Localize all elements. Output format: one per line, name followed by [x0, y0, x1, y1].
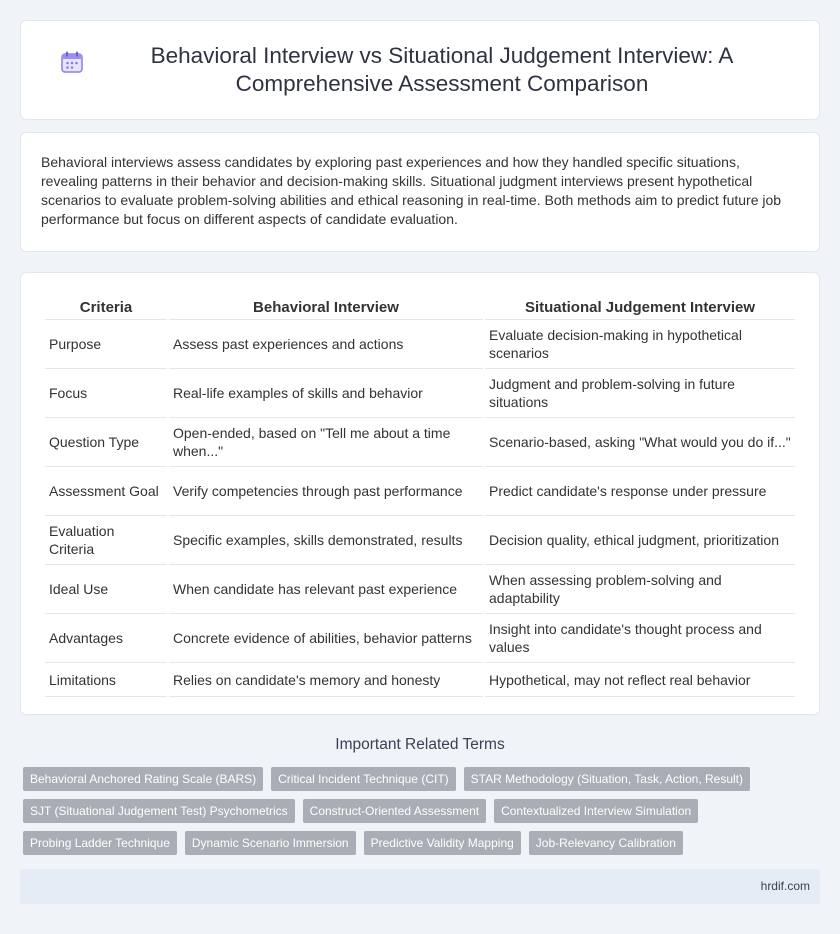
related-term-tag[interactable]: Dynamic Scenario Immersion	[185, 831, 356, 855]
situational-cell: Evaluate decision-making in hypothetical scenarios	[485, 320, 795, 369]
related-term-tag[interactable]: Critical Incident Technique (CIT)	[271, 767, 456, 791]
behavioral-cell: When candidate has relevant past experience	[169, 565, 483, 614]
behavioral-cell: Concrete evidence of abilities, behavior patterns	[169, 614, 483, 663]
calendar-icon	[60, 50, 84, 74]
related-term-tag[interactable]: Predictive Validity Mapping	[364, 831, 521, 855]
table-row	[45, 516, 795, 565]
table-row	[45, 369, 795, 418]
related-term-tag[interactable]: STAR Methodology (Situation, Task, Action, Result)	[464, 767, 750, 791]
table-row	[45, 418, 795, 467]
related-term-tag[interactable]: Behavioral Anchored Rating Scale (BARS)	[23, 767, 263, 791]
header-criteria: Criteria	[45, 295, 167, 320]
table-row	[45, 320, 795, 369]
related-term-tag[interactable]: SJT (Situational Judgement Test) Psychometrics	[23, 799, 295, 823]
table-header-row	[45, 295, 795, 320]
intro-text: Behavioral interviews assess candidates by exploring past experiences and how they handled specific situations, revealing patterns in their behavior and decision-making skills. Situational judgment interviews present hypothetical scenarios to evaluate problem-solving abilities and ethical reasoning in real-time. Both methods aim to predict future job performance but focus on different aspects of candidate evaluation.	[41, 154, 782, 227]
behavioral-cell: Verify competencies through past performance	[169, 467, 483, 516]
table-row	[45, 614, 795, 663]
footer	[20, 869, 820, 904]
behavioral-cell: Real-life examples of skills and behavior	[169, 369, 483, 418]
related-term-tag[interactable]: Job-Relevancy Calibration	[529, 831, 683, 855]
related-term-tag[interactable]: Construct-Oriented Assessment	[303, 799, 486, 823]
behavioral-cell: Specific examples, skills demonstrated, results	[169, 516, 483, 565]
criteria-cell: Ideal Use	[45, 565, 167, 614]
criteria-cell: Purpose	[45, 320, 167, 369]
criteria-cell: Focus	[45, 369, 167, 418]
situational-cell: When assessing problem-solving and adaptability	[485, 565, 795, 614]
header-behavioral: Behavioral Interview	[169, 295, 483, 320]
comparison-card	[20, 272, 820, 715]
related-term-tag[interactable]: Probing Ladder Technique	[23, 831, 177, 855]
situational-cell: Hypothetical, may not reflect real behavior	[485, 663, 795, 697]
header-situational: Situational Judgement Interview	[485, 295, 795, 320]
behavioral-cell: Open-ended, based on "Tell me about a time when..."	[169, 418, 483, 467]
criteria-cell: Limitations	[45, 663, 167, 697]
title-card	[20, 20, 820, 120]
page-title: Behavioral Interview vs Situational Judgement Interview: A Comprehensive Assessment Comparison	[150, 43, 734, 96]
comparison-table	[43, 295, 797, 697]
criteria-cell: Evaluation Criteria	[45, 516, 167, 565]
behavioral-cell: Relies on candidate's memory and honesty	[169, 663, 483, 697]
related-terms-heading: Important Related Terms	[335, 736, 505, 753]
criteria-cell: Question Type	[45, 418, 167, 467]
criteria-cell: Assessment Goal	[45, 467, 167, 516]
situational-cell: Predict candidate's response under pressure	[485, 467, 795, 516]
table-row	[45, 467, 795, 516]
situational-cell: Decision quality, ethical judgment, prioritization	[485, 516, 795, 565]
intro-card	[20, 132, 820, 252]
situational-cell: Judgment and problem-solving in future situations	[485, 369, 795, 418]
table-row	[45, 663, 795, 697]
behavioral-cell: Assess past experiences and actions	[169, 320, 483, 369]
criteria-cell: Advantages	[45, 614, 167, 663]
related-term-tag[interactable]: Contextualized Interview Simulation	[494, 799, 698, 823]
table-row	[45, 565, 795, 614]
related-terms-list	[23, 767, 823, 863]
title-wrap	[60, 42, 780, 98]
footer-site-link[interactable]: hrdif.com	[760, 879, 810, 893]
situational-cell: Insight into candidate's thought process and values	[485, 614, 795, 663]
situational-cell: Scenario-based, asking "What would you do if..."	[485, 418, 795, 467]
